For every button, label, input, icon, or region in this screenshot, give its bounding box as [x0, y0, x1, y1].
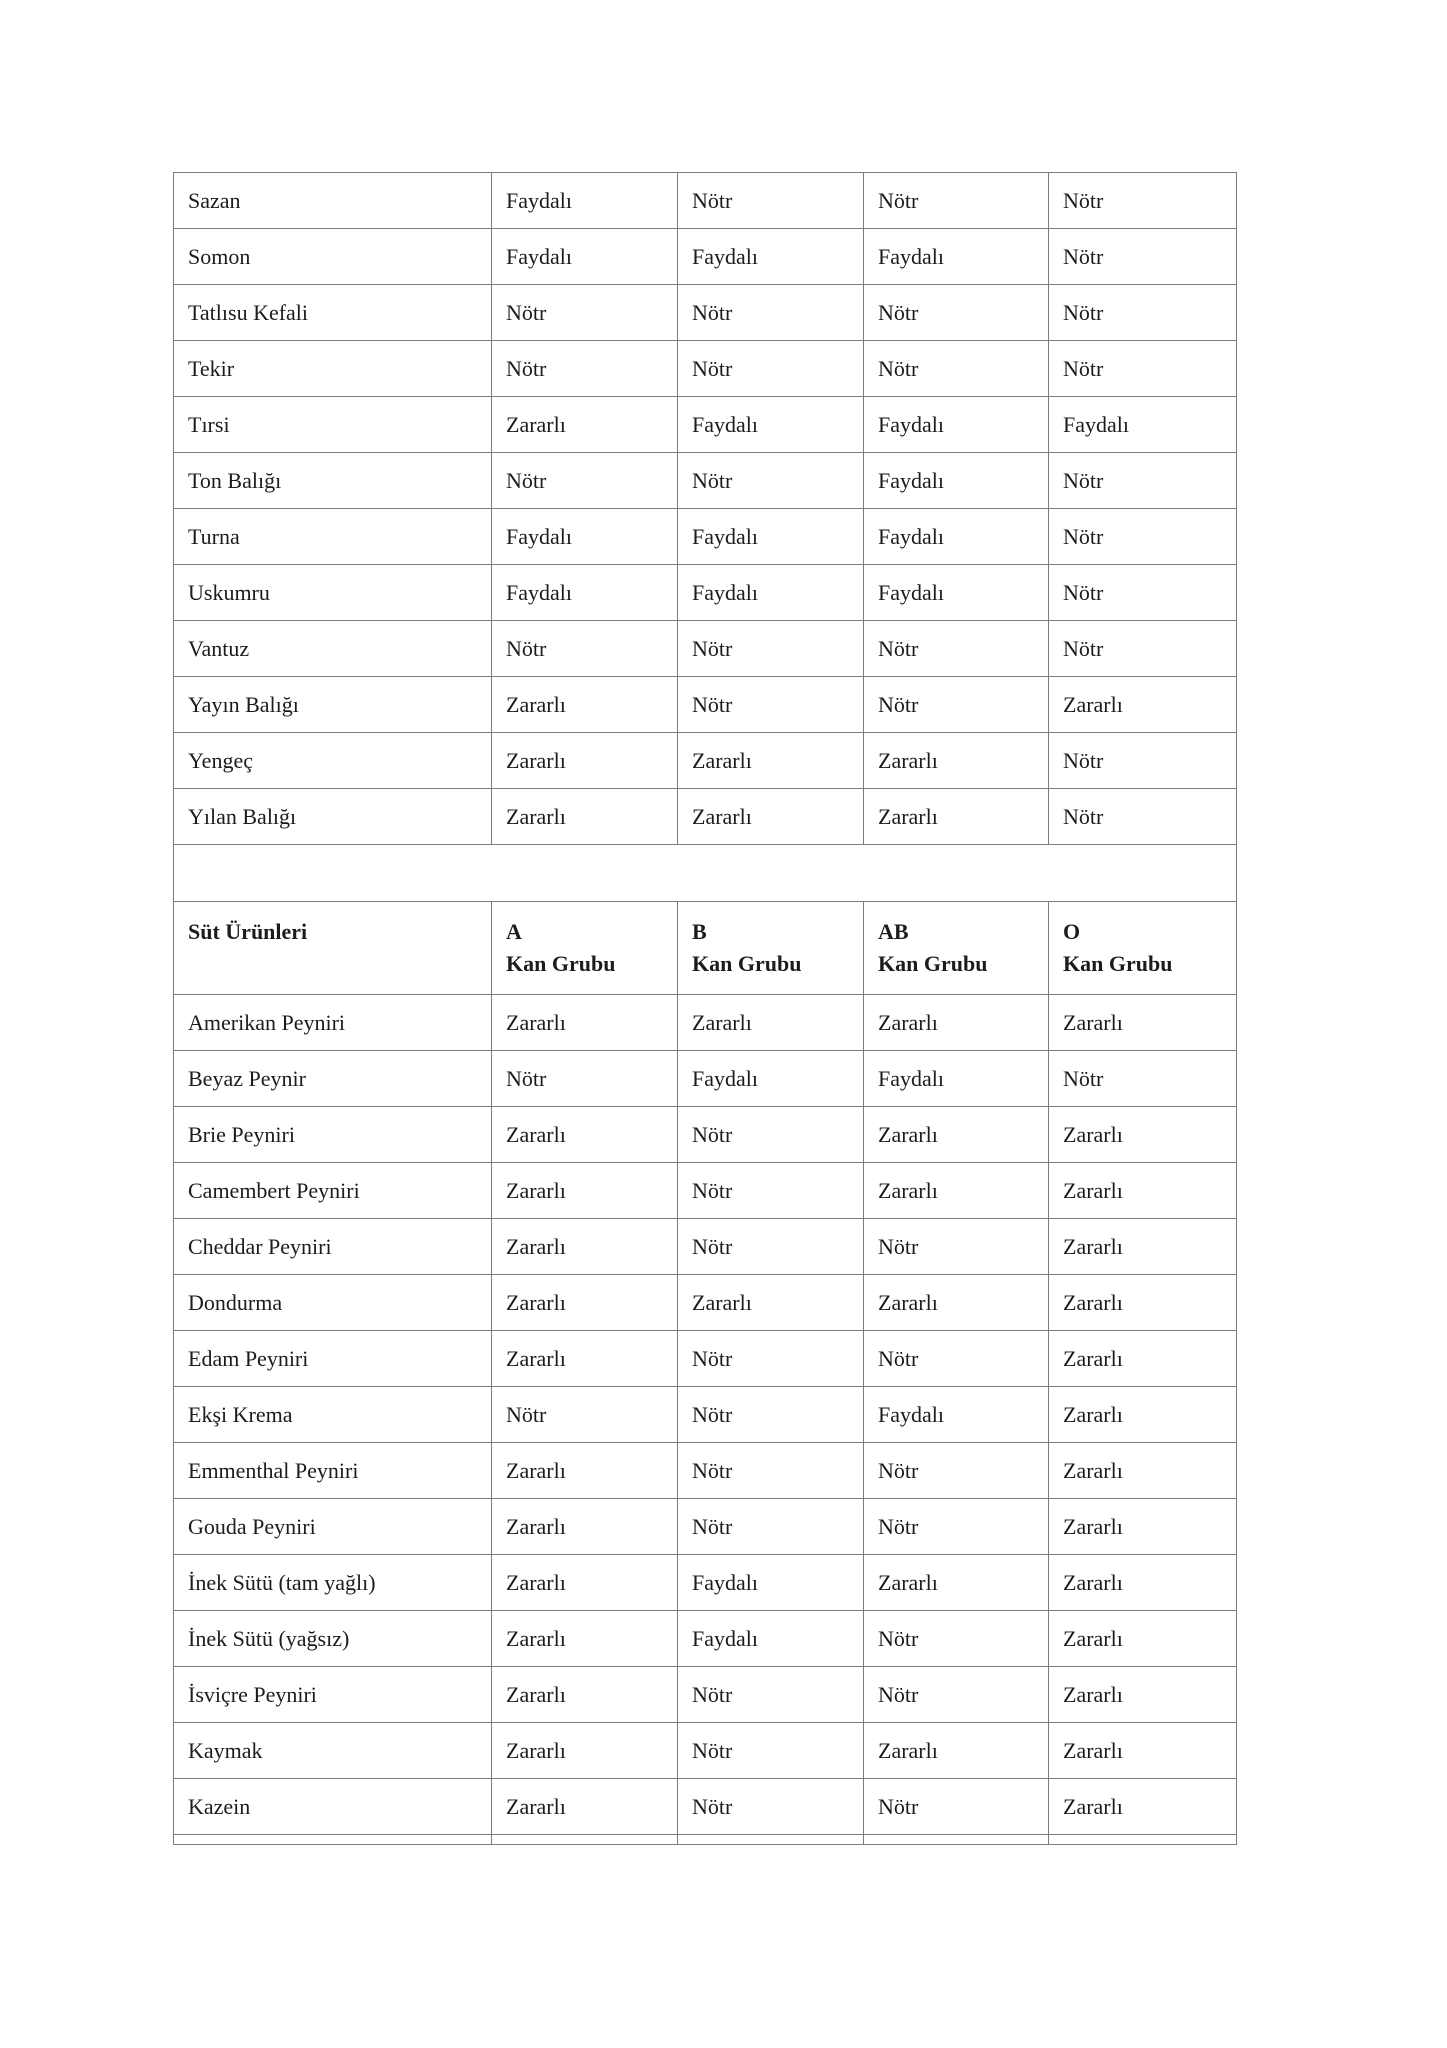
- value-cell-ab: Nötr: [864, 621, 1049, 677]
- food-name-cell: Yengeç: [174, 733, 492, 789]
- value-cell-ab: Zararlı: [864, 1723, 1049, 1779]
- value-cell-ab: Nötr: [864, 341, 1049, 397]
- section-spacer: [174, 845, 1237, 902]
- value-cell-o: Zararlı: [1049, 1163, 1237, 1219]
- blood-group-letter: A: [506, 919, 522, 944]
- food-name-cell: İsviçre Peyniri: [174, 1667, 492, 1723]
- value-cell-o: Nötr: [1049, 1051, 1237, 1107]
- food-name-cell: Cheddar Peyniri: [174, 1219, 492, 1275]
- food-name-cell: Somon: [174, 229, 492, 285]
- value-cell-o: Nötr: [1049, 173, 1237, 229]
- table-row: [174, 397, 1237, 453]
- value-cell-o: Faydalı: [1049, 397, 1237, 453]
- dairy-section-title: Süt Ürünleri: [174, 902, 492, 995]
- value-cell-o: Zararlı: [1049, 1107, 1237, 1163]
- table-row: [174, 1611, 1237, 1667]
- value-cell-b: Zararlı: [678, 733, 864, 789]
- table-row: [174, 1219, 1237, 1275]
- value-cell-ab: Zararlı: [864, 995, 1049, 1051]
- value-cell-a: Zararlı: [492, 1219, 678, 1275]
- table-row: [174, 1331, 1237, 1387]
- value-cell-a: Zararlı: [492, 1723, 678, 1779]
- value-cell-ab: Nötr: [864, 1499, 1049, 1555]
- food-name-cell: Emmenthal Peyniri: [174, 1443, 492, 1499]
- spacer-cell: [174, 845, 1237, 902]
- table-row: [174, 1107, 1237, 1163]
- value-cell-b: Nötr: [678, 341, 864, 397]
- blood-group-letter: AB: [878, 919, 909, 944]
- value-cell-a: Faydalı: [492, 509, 678, 565]
- value-cell-o: Zararlı: [1049, 1275, 1237, 1331]
- page-break-clipped-row-group: [174, 1835, 1237, 1845]
- food-name-cell: İnek Sütü (yağsız): [174, 1611, 492, 1667]
- value-cell-b: Faydalı: [678, 1051, 864, 1107]
- value-cell-ab: Faydalı: [864, 397, 1049, 453]
- table-row: [174, 1667, 1237, 1723]
- value-cell-b: Zararlı: [678, 789, 864, 845]
- value-cell-ab: Nötr: [864, 1331, 1049, 1387]
- value-cell-b: Nötr: [678, 1779, 864, 1835]
- value-cell-a: Zararlı: [492, 1163, 678, 1219]
- food-name-cell: Dondurma: [174, 1275, 492, 1331]
- table-row: [174, 453, 1237, 509]
- table-row: [174, 677, 1237, 733]
- table-row: [174, 1163, 1237, 1219]
- value-cell-a: Nötr: [492, 621, 678, 677]
- value-cell-ab: Faydalı: [864, 1387, 1049, 1443]
- value-cell-ab: Zararlı: [864, 1555, 1049, 1611]
- food-name-cell: Vantuz: [174, 621, 492, 677]
- food-name-cell: Tekir: [174, 341, 492, 397]
- fish-section-rows: [174, 173, 1237, 845]
- value-cell-a: Zararlı: [492, 789, 678, 845]
- value-cell-a: Zararlı: [492, 1107, 678, 1163]
- table-row: [174, 789, 1237, 845]
- value-cell-o: Nötr: [1049, 341, 1237, 397]
- clipped-cell: [174, 1835, 492, 1845]
- col-header-blood-group-a: [492, 902, 678, 995]
- col-header-blood-group-b: [678, 902, 864, 995]
- value-cell-b: Nötr: [678, 1723, 864, 1779]
- value-cell-b: Faydalı: [678, 509, 864, 565]
- food-name-cell: Gouda Peyniri: [174, 1499, 492, 1555]
- value-cell-a: Nötr: [492, 1387, 678, 1443]
- value-cell-ab: Nötr: [864, 173, 1049, 229]
- value-cell-ab: Nötr: [864, 677, 1049, 733]
- table-row: [174, 565, 1237, 621]
- blood-group-letter: O: [1063, 919, 1081, 944]
- food-name-cell: Yayın Balığı: [174, 677, 492, 733]
- table-row: [174, 1443, 1237, 1499]
- value-cell-b: Nötr: [678, 1387, 864, 1443]
- value-cell-b: Nötr: [678, 1499, 864, 1555]
- food-name-cell: Kazein: [174, 1779, 492, 1835]
- value-cell-b: Nötr: [678, 1219, 864, 1275]
- food-name-cell: Uskumru: [174, 565, 492, 621]
- table-row: [174, 1051, 1237, 1107]
- value-cell-a: Zararlı: [492, 1611, 678, 1667]
- food-name-cell: Amerikan Peyniri: [174, 995, 492, 1051]
- food-name-cell: İnek Sütü (tam yağlı): [174, 1555, 492, 1611]
- col-header-blood-group-o: [1049, 902, 1237, 995]
- value-cell-o: Nötr: [1049, 789, 1237, 845]
- blood-group-label: Kan Grubu: [692, 950, 802, 976]
- blood-group-label: Kan Grubu: [1063, 950, 1173, 976]
- value-cell-ab: Faydalı: [864, 453, 1049, 509]
- value-cell-b: Zararlı: [678, 995, 864, 1051]
- value-cell-ab: Faydalı: [864, 1051, 1049, 1107]
- food-name-cell: Ekşi Krema: [174, 1387, 492, 1443]
- clipped-cell: [864, 1835, 1049, 1845]
- value-cell-a: Zararlı: [492, 1443, 678, 1499]
- value-cell-o: Zararlı: [1049, 1723, 1237, 1779]
- value-cell-ab: Zararlı: [864, 1107, 1049, 1163]
- value-cell-o: Zararlı: [1049, 1443, 1237, 1499]
- table-row: [174, 1779, 1237, 1835]
- value-cell-b: Nötr: [678, 1443, 864, 1499]
- table-row: [174, 995, 1237, 1051]
- value-cell-ab: Nötr: [864, 1443, 1049, 1499]
- table-row: [174, 173, 1237, 229]
- clipped-cell: [1049, 1835, 1237, 1845]
- table-row: [174, 1555, 1237, 1611]
- value-cell-b: Faydalı: [678, 565, 864, 621]
- value-cell-a: Zararlı: [492, 733, 678, 789]
- value-cell-o: Zararlı: [1049, 677, 1237, 733]
- table-row: [174, 1723, 1237, 1779]
- clipped-cell: [678, 1835, 864, 1845]
- clipped-next-row: [174, 1835, 1237, 1845]
- value-cell-a: Nötr: [492, 341, 678, 397]
- value-cell-o: Zararlı: [1049, 1499, 1237, 1555]
- food-name-cell: Brie Peyniri: [174, 1107, 492, 1163]
- table-row: [174, 1387, 1237, 1443]
- value-cell-o: Zararlı: [1049, 1611, 1237, 1667]
- value-cell-a: Zararlı: [492, 397, 678, 453]
- value-cell-ab: Zararlı: [864, 1275, 1049, 1331]
- food-name-cell: Sazan: [174, 173, 492, 229]
- value-cell-a: Nötr: [492, 285, 678, 341]
- value-cell-b: Nötr: [678, 1163, 864, 1219]
- value-cell-ab: Faydalı: [864, 229, 1049, 285]
- food-name-cell: Yılan Balığı: [174, 789, 492, 845]
- table-row: [174, 621, 1237, 677]
- value-cell-a: Nötr: [492, 1051, 678, 1107]
- value-cell-b: Faydalı: [678, 229, 864, 285]
- value-cell-o: Nötr: [1049, 285, 1237, 341]
- value-cell-o: Nötr: [1049, 453, 1237, 509]
- value-cell-a: Zararlı: [492, 1331, 678, 1387]
- value-cell-a: Nötr: [492, 453, 678, 509]
- food-name-cell: Tırsi: [174, 397, 492, 453]
- food-name-cell: Ton Balığı: [174, 453, 492, 509]
- table-row: [174, 229, 1237, 285]
- value-cell-ab: Zararlı: [864, 789, 1049, 845]
- value-cell-ab: Zararlı: [864, 733, 1049, 789]
- food-name-cell: Camembert Peyniri: [174, 1163, 492, 1219]
- dairy-header-row: [174, 902, 1237, 995]
- food-name-cell: Beyaz Peynir: [174, 1051, 492, 1107]
- table-row: [174, 1499, 1237, 1555]
- table-row: [174, 341, 1237, 397]
- clipped-cell: [492, 1835, 678, 1845]
- value-cell-b: Zararlı: [678, 1275, 864, 1331]
- food-name-cell: Turna: [174, 509, 492, 565]
- dairy-section-rows: [174, 995, 1237, 1835]
- value-cell-b: Nötr: [678, 1107, 864, 1163]
- value-cell-o: Zararlı: [1049, 1779, 1237, 1835]
- value-cell-a: Zararlı: [492, 1275, 678, 1331]
- value-cell-ab: Nötr: [864, 1219, 1049, 1275]
- value-cell-ab: Nötr: [864, 1779, 1049, 1835]
- food-name-cell: Edam Peyniri: [174, 1331, 492, 1387]
- table-row: [174, 285, 1237, 341]
- value-cell-a: Faydalı: [492, 229, 678, 285]
- value-cell-b: Nötr: [678, 173, 864, 229]
- col-header-blood-group-ab: [864, 902, 1049, 995]
- value-cell-ab: Zararlı: [864, 1163, 1049, 1219]
- value-cell-b: Nötr: [678, 1331, 864, 1387]
- value-cell-a: Faydalı: [492, 565, 678, 621]
- value-cell-a: Zararlı: [492, 677, 678, 733]
- value-cell-a: Faydalı: [492, 173, 678, 229]
- food-name-cell: Tatlısu Kefali: [174, 285, 492, 341]
- value-cell-a: Zararlı: [492, 1667, 678, 1723]
- food-name-cell: Kaymak: [174, 1723, 492, 1779]
- table-row: [174, 509, 1237, 565]
- table-row: [174, 1275, 1237, 1331]
- value-cell-b: Nötr: [678, 621, 864, 677]
- value-cell-o: Zararlı: [1049, 1555, 1237, 1611]
- value-cell-ab: Nötr: [864, 1611, 1049, 1667]
- value-cell-a: Zararlı: [492, 1779, 678, 1835]
- blood-group-label: Kan Grubu: [878, 950, 988, 976]
- blood-group-label: Kan Grubu: [506, 950, 616, 976]
- blood-type-diet-table: [173, 172, 1237, 1845]
- value-cell-o: Zararlı: [1049, 1331, 1237, 1387]
- value-cell-o: Nötr: [1049, 565, 1237, 621]
- value-cell-b: Faydalı: [678, 1611, 864, 1667]
- value-cell-ab: Nötr: [864, 285, 1049, 341]
- value-cell-b: Nötr: [678, 1667, 864, 1723]
- value-cell-b: Nötr: [678, 285, 864, 341]
- value-cell-o: Zararlı: [1049, 1667, 1237, 1723]
- value-cell-o: Nötr: [1049, 229, 1237, 285]
- value-cell-o: Zararlı: [1049, 995, 1237, 1051]
- value-cell-ab: Nötr: [864, 1667, 1049, 1723]
- value-cell-b: Faydalı: [678, 397, 864, 453]
- value-cell-a: Zararlı: [492, 1499, 678, 1555]
- value-cell-b: Nötr: [678, 453, 864, 509]
- spacer-row: [174, 845, 1237, 902]
- value-cell-b: Nötr: [678, 677, 864, 733]
- value-cell-o: Zararlı: [1049, 1219, 1237, 1275]
- table-row: [174, 733, 1237, 789]
- value-cell-a: Zararlı: [492, 1555, 678, 1611]
- value-cell-ab: Faydalı: [864, 509, 1049, 565]
- value-cell-o: Nötr: [1049, 509, 1237, 565]
- value-cell-o: Nötr: [1049, 621, 1237, 677]
- value-cell-a: Zararlı: [492, 995, 678, 1051]
- value-cell-o: Zararlı: [1049, 1387, 1237, 1443]
- value-cell-o: Nötr: [1049, 733, 1237, 789]
- value-cell-ab: Faydalı: [864, 565, 1049, 621]
- blood-group-letter: B: [692, 919, 707, 944]
- value-cell-b: Faydalı: [678, 1555, 864, 1611]
- dairy-section-header: [174, 902, 1237, 995]
